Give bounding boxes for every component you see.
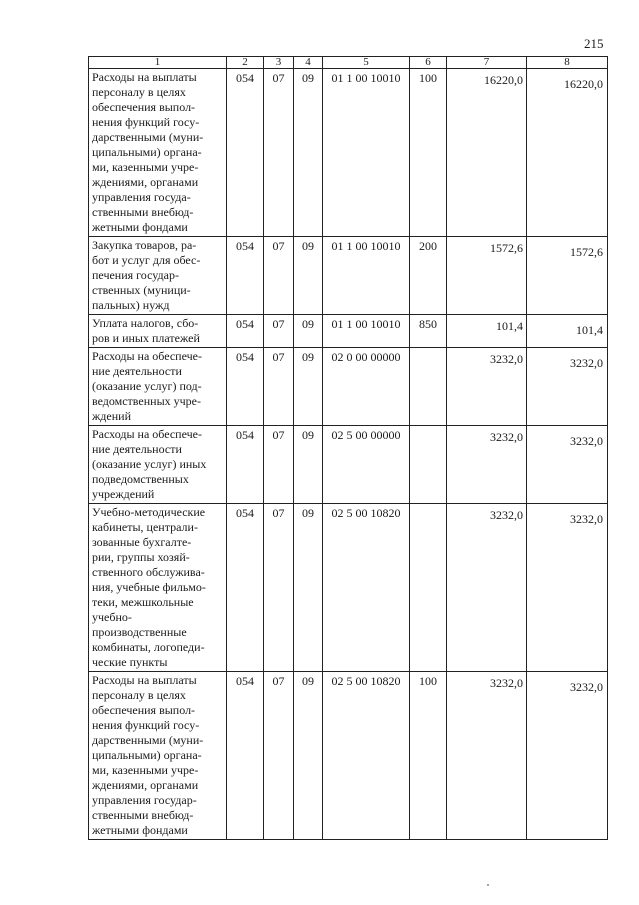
row-name-cell xyxy=(89,348,227,426)
row-name-line: ров и иных платежей xyxy=(92,331,200,345)
amount-total-cell: 1572,6 xyxy=(527,237,608,315)
subsection-cell: 09 xyxy=(294,69,323,237)
row-name-line: (оказание услуг) иных xyxy=(92,457,207,471)
row-name-line: жетными фондами xyxy=(92,823,188,837)
section-cell: 07 xyxy=(264,237,294,315)
row-name-line: комбинаты, логопеди- xyxy=(92,640,205,654)
row-name-line: ние деятельности xyxy=(92,364,182,378)
table-row xyxy=(89,315,608,348)
row-name-line: Расходы на обеспече- xyxy=(92,349,202,363)
amount-total-cell: 16220,0 xyxy=(527,69,608,237)
row-name-line: Расходы на выплаты xyxy=(92,673,197,687)
table-row xyxy=(89,237,608,315)
row-name-line: ственными внебюд- xyxy=(92,808,194,822)
target-article-cell: 02 5 00 10820 xyxy=(323,504,410,672)
expense-type-cell: 100 xyxy=(410,69,447,237)
section-cell: 07 xyxy=(264,69,294,237)
admin-code-cell: 054 xyxy=(227,69,264,237)
row-name-cell xyxy=(89,672,227,840)
row-name-line: нения функций госу- xyxy=(92,115,200,129)
row-name-line: управления государ- xyxy=(92,793,197,807)
row-name-line: Закупка товаров, ра- xyxy=(92,238,197,252)
subsection-cell: 09 xyxy=(294,237,323,315)
row-name-line: ведомственных учре- xyxy=(92,394,201,408)
amount-total-cell: 101,4 xyxy=(527,315,608,348)
row-name-cell xyxy=(89,426,227,504)
table-row xyxy=(89,348,608,426)
amount-total-cell: 3232,0 xyxy=(527,504,608,672)
subsection-cell: 09 xyxy=(294,315,323,348)
expense-type-cell: 100 xyxy=(410,672,447,840)
subsection-cell: 09 xyxy=(294,504,323,672)
row-name-line: нения функций госу- xyxy=(92,718,200,732)
row-name-line: ственного обслужива- xyxy=(92,565,205,579)
header-cell: 5 xyxy=(323,57,410,69)
row-name-line: ми, казенными учре- xyxy=(92,160,199,174)
amount-cell: 3232,0 xyxy=(447,426,527,504)
table-header-row xyxy=(89,57,608,69)
section-cell: 07 xyxy=(264,426,294,504)
row-name-cell xyxy=(89,69,227,237)
table-row xyxy=(89,504,608,672)
amount-cell: 3232,0 xyxy=(447,672,527,840)
row-name-line: пальных) нужд xyxy=(92,298,170,312)
expense-type-cell: 200 xyxy=(410,237,447,315)
amount-cell: 3232,0 xyxy=(447,504,527,672)
target-article-cell: 02 0 00 00000 xyxy=(323,348,410,426)
row-name-line: ния, учебные фильмо- xyxy=(92,580,206,594)
row-name-cell xyxy=(89,315,227,348)
row-name-line: ние деятельности xyxy=(92,442,182,456)
row-name-line: дарственными (муни- xyxy=(92,130,204,144)
expense-type-cell xyxy=(410,504,447,672)
scan-speck xyxy=(487,884,489,886)
section-cell: 07 xyxy=(264,672,294,840)
row-name-line: обеспечения выпол- xyxy=(92,100,196,114)
section-cell: 07 xyxy=(264,348,294,426)
subsection-cell: 09 xyxy=(294,426,323,504)
target-article-cell: 02 5 00 10820 xyxy=(323,672,410,840)
row-name-line: зованные бухгалте- xyxy=(92,535,192,549)
row-name-line: кабинеты, централи- xyxy=(92,520,198,534)
target-article-cell: 01 1 00 10010 xyxy=(323,237,410,315)
amount-cell: 3232,0 xyxy=(447,348,527,426)
subsection-cell: 09 xyxy=(294,672,323,840)
row-name-line: теки, межшкольные xyxy=(92,595,194,609)
admin-code-cell: 054 xyxy=(227,237,264,315)
row-name-line: управления госуда- xyxy=(92,190,191,204)
target-article-cell: 02 5 00 00000 xyxy=(323,426,410,504)
row-name-line: бот и услуг для обес- xyxy=(92,253,201,267)
expense-type-cell xyxy=(410,426,447,504)
subsection-cell: 09 xyxy=(294,348,323,426)
row-name-line: ственных (муници- xyxy=(92,283,191,297)
row-name-line: печения государ- xyxy=(92,268,179,282)
target-article-cell: 01 1 00 10010 xyxy=(323,69,410,237)
header-cell: 4 xyxy=(294,57,323,69)
target-article-cell: 01 1 00 10010 xyxy=(323,315,410,348)
section-cell: 07 xyxy=(264,315,294,348)
row-name-line: ждений xyxy=(92,409,131,423)
table-row xyxy=(89,426,608,504)
row-name-line: персоналу в целях xyxy=(92,85,186,99)
amount-cell: 16220,0 xyxy=(447,69,527,237)
budget-table xyxy=(88,56,608,840)
admin-code-cell: 054 xyxy=(227,504,264,672)
admin-code-cell: 054 xyxy=(227,315,264,348)
row-name-cell xyxy=(89,504,227,672)
section-cell: 07 xyxy=(264,504,294,672)
row-name-line: Уплата налогов, сбо- xyxy=(92,316,199,330)
row-name-line: дарственными (муни- xyxy=(92,733,204,747)
amount-cell: 101,4 xyxy=(447,315,527,348)
row-name-line: Расходы на выплаты xyxy=(92,70,197,84)
expense-type-cell: 850 xyxy=(410,315,447,348)
row-name-cell xyxy=(89,237,227,315)
header-cell: 1 xyxy=(89,57,227,69)
row-name-line: (оказание услуг) под- xyxy=(92,379,202,393)
amount-total-cell: 3232,0 xyxy=(527,348,608,426)
header-cell: 6 xyxy=(410,57,447,69)
row-name-line: учебно- xyxy=(92,610,132,624)
row-name-line: Расходы на обеспече- xyxy=(92,427,202,441)
row-name-line: обеспечения выпол- xyxy=(92,703,196,717)
header-cell: 8 xyxy=(527,57,608,69)
row-name-line: ственными внебюд- xyxy=(92,205,194,219)
row-name-line: ческие пункты xyxy=(92,655,168,669)
row-name-line: ципальными) органа- xyxy=(92,748,202,762)
table-row xyxy=(89,69,608,237)
header-cell: 3 xyxy=(264,57,294,69)
row-name-line: Учебно-методические xyxy=(92,505,206,519)
row-name-line: рии, группы хозяй- xyxy=(92,550,190,564)
admin-code-cell: 054 xyxy=(227,426,264,504)
row-name-line: ми, казенными учре- xyxy=(92,763,199,777)
row-name-line: подведомственных xyxy=(92,472,189,486)
row-name-line: производственные xyxy=(92,625,187,639)
page-number: 215 xyxy=(584,36,604,51)
amount-cell: 1572,6 xyxy=(447,237,527,315)
row-name-line: учреждений xyxy=(92,487,155,501)
row-name-line: жетными фондами xyxy=(92,220,188,234)
row-name-line: персоналу в целях xyxy=(92,688,186,702)
row-name-line: ждениями, органами xyxy=(92,778,199,792)
expense-type-cell xyxy=(410,348,447,426)
row-name-line: ципальными) органа- xyxy=(92,145,202,159)
amount-total-cell: 3232,0 xyxy=(527,426,608,504)
header-cell: 7 xyxy=(447,57,527,69)
table-row xyxy=(89,672,608,840)
admin-code-cell: 054 xyxy=(227,348,264,426)
header-cell: 2 xyxy=(227,57,264,69)
amount-total-cell: 3232,0 xyxy=(527,672,608,840)
row-name-line: ждениями, органами xyxy=(92,175,199,189)
admin-code-cell: 054 xyxy=(227,672,264,840)
